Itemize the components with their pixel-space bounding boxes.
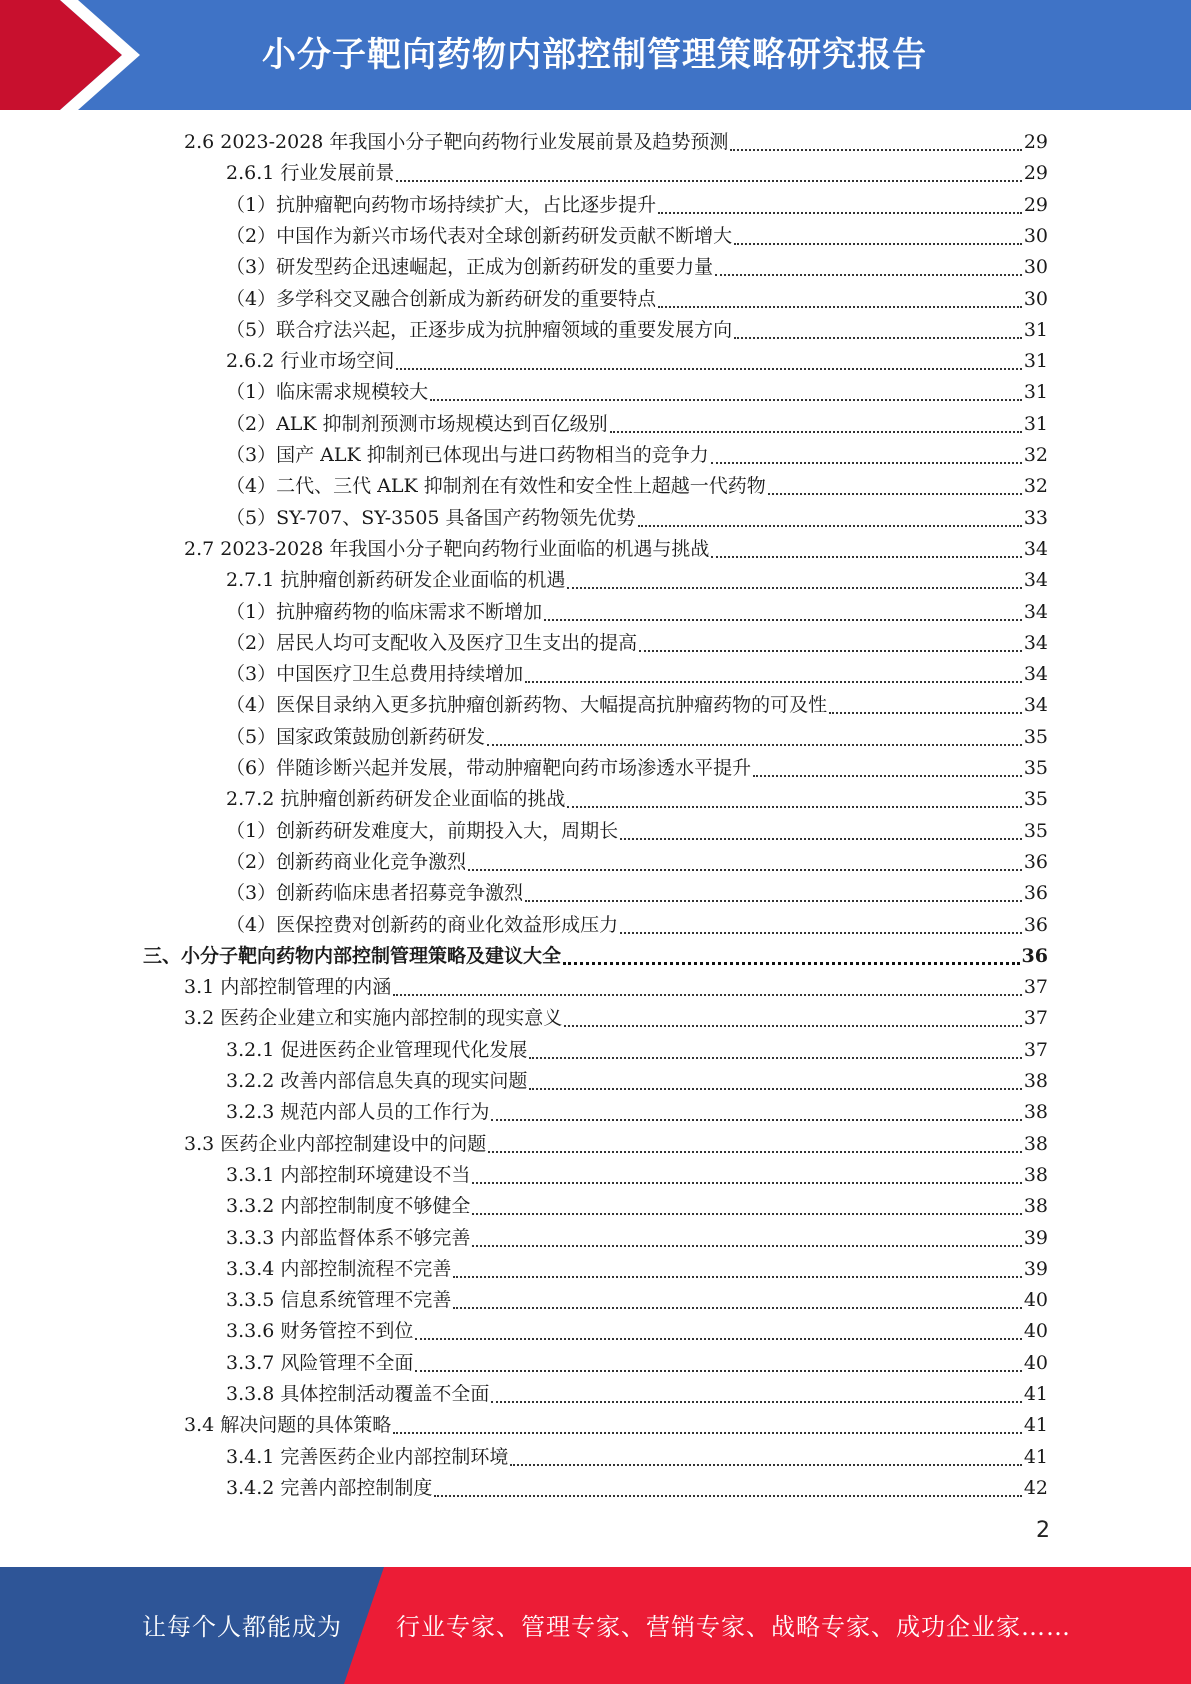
toc-entry-title: （3）国产 ALK 抑制剂已体现出与进口药物相当的竞争力 xyxy=(226,444,709,466)
toc-entry-page: 35 xyxy=(1023,725,1048,748)
page-footer xyxy=(0,1567,1191,1684)
toc-entry[interactable] xyxy=(226,315,1048,346)
toc-entry[interactable] xyxy=(226,1097,1048,1128)
toc-leader-dots xyxy=(430,399,1022,401)
toc-leader-dots xyxy=(529,1088,1021,1090)
toc-entry-title: （1）临床需求规模较大 xyxy=(226,381,429,404)
toc-entry-page: 40 xyxy=(1023,1289,1048,1312)
toc-entry[interactable] xyxy=(184,1410,1048,1441)
toc-entry-page: 33 xyxy=(1023,506,1048,529)
toc-entry[interactable] xyxy=(226,1473,1048,1504)
toc-leader-dots xyxy=(510,1464,1021,1466)
toc-leader-dots xyxy=(472,1182,1021,1184)
toc-entry-title: 3.3.3 内部监督体系不够完善 xyxy=(226,1226,471,1249)
toc-entry[interactable] xyxy=(226,597,1048,628)
toc-entry-title: 3.4.2 完善内部控制制度 xyxy=(226,1476,433,1499)
toc-entry-title: （3）研发型药企迅速崛起，正成为创新药研发的重要力量 xyxy=(226,256,714,279)
toc-entry[interactable] xyxy=(226,503,1048,534)
toc-entry[interactable] xyxy=(226,221,1048,252)
toc-entry-title: 3.3.8 具体控制活动覆盖不全面 xyxy=(226,1383,490,1405)
toc-entry-title: 3.3.2 内部控制制度不够健全 xyxy=(226,1195,471,1218)
toc-leader-dots xyxy=(415,1338,1021,1340)
toc-entry-page: 34 xyxy=(1023,569,1048,592)
toc-entry-title: （4）二代、三代 ALK 抑制剂在有效性和安全性上超越一代药物 xyxy=(226,475,766,498)
toc-entry-page: 38 xyxy=(1023,1195,1048,1218)
toc-entry[interactable] xyxy=(226,1285,1048,1316)
toc-entry-page: 41 xyxy=(1023,1383,1048,1405)
toc-entry-page: 36 xyxy=(1023,850,1048,873)
toc-leader-dots xyxy=(711,556,1021,558)
toc-entry[interactable] xyxy=(226,158,1048,189)
toc-entry[interactable] xyxy=(226,878,1048,909)
toc-entry-title: 3.2.3 规范内部人员的工作行为 xyxy=(226,1101,490,1124)
toc-leader-dots xyxy=(753,775,1022,777)
toc-leader-dots xyxy=(658,306,1022,308)
toc-entry[interactable] xyxy=(226,471,1048,502)
toc-entry-page: 31 xyxy=(1023,381,1048,404)
toc-entry-page: 36 xyxy=(1021,944,1048,967)
toc-entry-page: 34 xyxy=(1023,663,1048,686)
toc-entry[interactable] xyxy=(226,1379,1048,1410)
page-number: 2 xyxy=(1036,1518,1050,1543)
toc-entry[interactable] xyxy=(226,690,1048,721)
toc-entry-title: 3.2.1 促进医药企业管理现代化发展 xyxy=(226,1038,528,1061)
toc-entry-title: （3）创新药临床患者招募竞争激烈 xyxy=(226,882,524,905)
toc-leader-dots xyxy=(711,462,1022,464)
toc-entry-title: （2）创新药商业化竞争激烈 xyxy=(226,850,467,873)
toc-entry-title: （4）医保目录纳入更多抗肿瘤创新药物、大幅提高抗肿瘤药物的可及性 xyxy=(226,694,828,717)
toc-entry[interactable] xyxy=(226,784,1048,815)
toc-leader-dots xyxy=(734,337,1022,339)
toc-entry-page: 30 xyxy=(1023,224,1048,247)
toc-entry-title: （1）创新药研发难度大，前期投入大，周期长 xyxy=(226,819,619,842)
toc-entry-page: 35 xyxy=(1023,788,1048,811)
toc-entry-page: 35 xyxy=(1023,757,1048,779)
toc-entry-page: 29 xyxy=(1023,193,1048,216)
toc-entry-title: （6）伴随诊断兴起并发展，带动肿瘤靶向药市场渗透水平提升 xyxy=(226,757,752,779)
toc-leader-dots xyxy=(434,1495,1021,1497)
toc-entry-title: 3.2 医药企业建立和实施内部控制的现实意义 xyxy=(184,1007,563,1030)
toc-entry-page: 34 xyxy=(1023,537,1048,560)
toc-entry-page: 29 xyxy=(1023,162,1048,185)
toc-entry-page: 41 xyxy=(1023,1414,1048,1437)
toc-entry[interactable] xyxy=(184,1129,1048,1160)
toc-entry[interactable] xyxy=(226,816,1048,847)
toc-entry-title: 2.7 2023-2028 年我国小分子靶向药物行业面临的机遇与挑战 xyxy=(184,537,710,560)
toc-entry-page: 34 xyxy=(1023,631,1048,654)
toc-entry-page: 37 xyxy=(1023,976,1048,999)
toc-entry-title: （5）SY-707、SY-3505 具备国产药物领先优势 xyxy=(226,506,636,529)
toc-entry-title: 3.3.4 内部控制流程不完善 xyxy=(226,1257,452,1280)
toc-leader-dots xyxy=(829,712,1022,714)
toc-entry-title: （4）医保控费对创新药的商业化效益形成压力 xyxy=(226,913,619,936)
toc-entry-page: 39 xyxy=(1023,1257,1048,1280)
toc-entry-page: 40 xyxy=(1023,1320,1048,1343)
toc-entry-title: 2.6 2023-2028 年我国小分子靶向药物行业发展前景及趋势预测 xyxy=(184,131,729,153)
toc-leader-dots xyxy=(491,1401,1021,1403)
toc-entry-page: 39 xyxy=(1023,1226,1048,1249)
toc-entry[interactable] xyxy=(226,1316,1048,1347)
toc-entry-page: 31 xyxy=(1023,350,1048,373)
toc-entry[interactable] xyxy=(143,941,1048,972)
toc-entry-page: 35 xyxy=(1023,819,1048,842)
toc-entry-title: （1）抗肿瘤靶向药物市场持续扩大，占比逐步提升 xyxy=(226,193,657,216)
toc-entry-title: 3.3.1 内部控制环境建设不当 xyxy=(226,1163,471,1186)
toc-entry-title: 2.6.2 行业市场空间 xyxy=(226,350,395,373)
toc-entry-page: 38 xyxy=(1023,1070,1048,1092)
toc-entry[interactable] xyxy=(226,252,1048,283)
toc-leader-dots xyxy=(393,1432,1022,1434)
toc-entry-page: 41 xyxy=(1023,1445,1048,1468)
toc-leader-dots xyxy=(525,681,1022,683)
toc-entry-page: 38 xyxy=(1023,1132,1048,1155)
toc-leader-dots xyxy=(768,493,1022,495)
toc-leader-dots xyxy=(472,1245,1021,1247)
toc-entry[interactable] xyxy=(226,628,1048,659)
toc-entry[interactable] xyxy=(226,1066,1048,1097)
toc-entry-title: 3.3.6 财务管控不到位 xyxy=(226,1320,414,1343)
toc-leader-dots xyxy=(468,869,1022,871)
toc-entry-title: 3.4.1 完善医药企业内部控制环境 xyxy=(226,1445,509,1468)
toc-entry-page: 32 xyxy=(1023,444,1048,466)
toc-entry-page: 29 xyxy=(1023,131,1048,153)
toc-entry-title: （4）多学科交叉融合创新成为新药研发的重要特点 xyxy=(226,287,657,310)
toc-entry[interactable] xyxy=(226,377,1048,408)
toc-entry[interactable] xyxy=(226,1035,1048,1066)
toc-entry-page: 34 xyxy=(1023,694,1048,717)
toc-entry-page: 36 xyxy=(1023,913,1048,936)
toc-entry-page: 32 xyxy=(1023,475,1048,498)
toc-entry[interactable] xyxy=(226,1442,1048,1473)
toc-leader-dots xyxy=(544,619,1022,621)
toc-entry-title: 3.2.2 改善内部信息失真的现实问题 xyxy=(226,1070,528,1092)
toc-entry-title: 3.1 内部控制管理的内涵 xyxy=(184,976,392,999)
toc-entry[interactable] xyxy=(184,127,1048,158)
toc-entry[interactable] xyxy=(226,440,1048,471)
toc-leader-dots xyxy=(638,525,1022,527)
toc-entry-page: 34 xyxy=(1023,600,1048,623)
toc-leader-dots xyxy=(563,962,1020,965)
toc-entry[interactable] xyxy=(226,1254,1048,1285)
toc-entry-title: 3.3.7 风险管理不全面 xyxy=(226,1351,414,1374)
toc-leader-dots xyxy=(453,1307,1021,1309)
toc-entry[interactable] xyxy=(226,190,1048,221)
toc-leader-dots xyxy=(396,180,1021,182)
toc-entry[interactable] xyxy=(226,1191,1048,1222)
toc-entry-title: （2）中国作为新兴市场代表对全球创新药研发贡献不断增大 xyxy=(226,224,733,247)
toc-entry-title: （5）联合疗法兴起，正逐步成为抗肿瘤领域的重要发展方向 xyxy=(226,318,733,341)
toc-entry-page: 38 xyxy=(1023,1101,1048,1124)
toc-entry-page: 37 xyxy=(1023,1038,1048,1061)
toc-entry-title: 3.3.5 信息系统管理不完善 xyxy=(226,1289,452,1312)
toc-entry-page: 40 xyxy=(1023,1351,1048,1374)
toc-entry[interactable] xyxy=(226,722,1048,753)
toc-entry[interactable] xyxy=(226,1348,1048,1379)
toc-entry[interactable] xyxy=(184,534,1048,565)
toc-entry-title: （3）中国医疗卫生总费用持续增加 xyxy=(226,663,524,686)
toc-entry[interactable] xyxy=(226,1160,1048,1191)
toc-entry[interactable] xyxy=(226,910,1048,941)
toc-leader-dots xyxy=(734,243,1022,245)
toc-entry[interactable] xyxy=(226,659,1048,690)
toc-entry-title: （1）抗肿瘤药物的临床需求不断增加 xyxy=(226,600,543,623)
toc-entry-title: （2）居民人均可支配收入及医疗卫生支出的提高 xyxy=(226,631,638,654)
toc-leader-dots xyxy=(525,900,1022,902)
toc-entry-page: 36 xyxy=(1023,882,1048,905)
toc-leader-dots xyxy=(472,1213,1021,1215)
toc-entry[interactable] xyxy=(226,284,1048,315)
toc-leader-dots xyxy=(715,274,1022,276)
toc-leader-dots xyxy=(620,932,1022,934)
toc-leader-dots xyxy=(567,587,1021,589)
toc-leader-dots xyxy=(453,1276,1021,1278)
toc-leader-dots xyxy=(396,368,1021,370)
toc-leader-dots xyxy=(488,1151,1022,1153)
toc-entry-page: 37 xyxy=(1023,1007,1048,1030)
report-title: 小分子靶向药物内部控制管理策略研究报告 xyxy=(262,35,927,75)
toc-leader-dots xyxy=(730,149,1021,151)
toc-entry[interactable] xyxy=(226,565,1048,596)
toc-leader-dots xyxy=(491,1119,1021,1121)
toc-entry[interactable] xyxy=(226,1223,1048,1254)
toc-entry[interactable] xyxy=(226,346,1048,377)
footer-slogan-left: 让每个人都能成为 xyxy=(142,1613,342,1641)
toc-entry-page: 30 xyxy=(1023,256,1048,279)
toc-leader-dots xyxy=(487,744,1022,746)
toc-entry-page: 38 xyxy=(1023,1163,1048,1186)
toc-entry-title: 3.3 医药企业内部控制建设中的问题 xyxy=(184,1132,487,1155)
toc-entry-page: 31 xyxy=(1023,412,1048,435)
toc-entry[interactable] xyxy=(184,1003,1048,1034)
toc-entry-page: 42 xyxy=(1023,1476,1048,1499)
toc-entry-title: 三、小分子靶向药物内部控制管理策略及建议大全 xyxy=(143,944,562,967)
toc-leader-dots xyxy=(564,1025,1022,1027)
toc-leader-dots xyxy=(658,212,1022,214)
toc-entry[interactable] xyxy=(226,847,1048,878)
page-header xyxy=(0,0,1191,110)
toc-entry-title: 3.4 解决问题的具体策略 xyxy=(184,1414,392,1437)
toc-entry[interactable] xyxy=(184,972,1048,1003)
toc-entry-title: （2）ALK 抑制剂预测市场规模达到百亿级别 xyxy=(226,412,608,435)
toc-entry-title: 2.7.1 抗肿瘤创新药研发企业面临的机遇 xyxy=(226,569,566,592)
toc-leader-dots xyxy=(529,1057,1021,1059)
toc-entry-page: 31 xyxy=(1023,318,1048,341)
toc-leader-dots xyxy=(639,650,1022,652)
toc-entry-title: 2.6.1 行业发展前景 xyxy=(226,162,395,185)
toc-leader-dots xyxy=(415,1370,1021,1372)
toc-entry[interactable] xyxy=(226,409,1048,440)
toc-entry-title: （5）国家政策鼓励创新药研发 xyxy=(226,725,486,748)
toc-entry-page: 30 xyxy=(1023,287,1048,310)
toc-leader-dots xyxy=(567,806,1021,808)
footer-slogan-right: 行业专家、管理专家、营销专家、战略专家、成功企业家…… xyxy=(396,1613,1071,1641)
toc-leader-dots xyxy=(620,838,1022,840)
toc-leader-dots xyxy=(610,431,1022,433)
toc-leader-dots xyxy=(393,994,1022,996)
toc-entry[interactable] xyxy=(226,753,1048,784)
toc-entry-title: 2.7.2 抗肿瘤创新药研发企业面临的挑战 xyxy=(226,788,566,811)
